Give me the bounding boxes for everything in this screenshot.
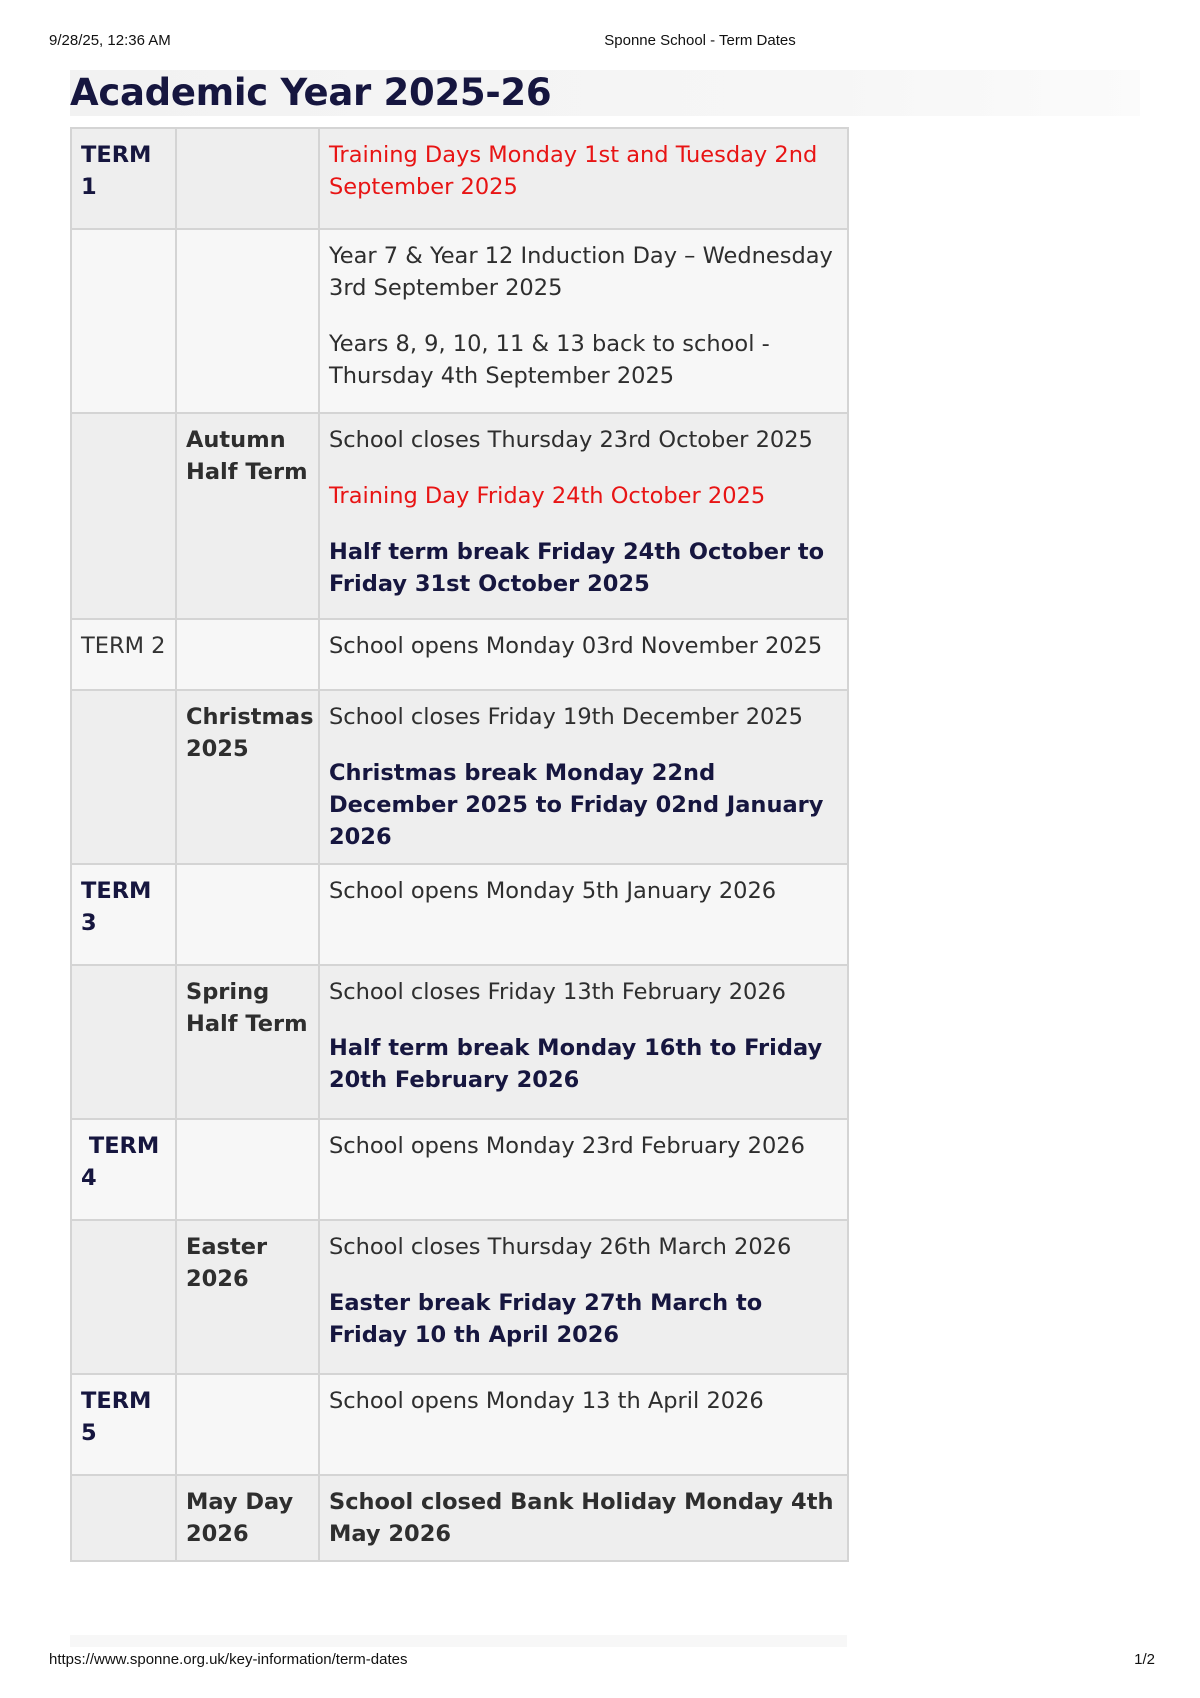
table-row (71, 1475, 848, 1561)
table-row (71, 1119, 848, 1220)
date-entry: Half term break Friday 24th October to Friday 31st October 2025 (329, 539, 825, 597)
period-cell (176, 1119, 319, 1220)
details-cell (319, 413, 848, 619)
term-cell (71, 690, 176, 864)
date-entry: Easter break Friday 27th March to Friday 10 th April 2026 (329, 1290, 763, 1348)
period-label: May Day 2026 (186, 1489, 294, 1547)
date-entry: Training Day Friday 24th October 2025 (329, 483, 766, 509)
period-cell (176, 1374, 319, 1475)
details-cell (319, 1374, 848, 1475)
period-cell (176, 965, 319, 1119)
details-cell (319, 1475, 848, 1561)
period-label: Christmas 2025 (186, 704, 314, 762)
print-footer-url: https://www.sponne.org.uk/key-information/term-dates (49, 1651, 408, 1668)
term-cell (71, 1374, 176, 1475)
period-cell (176, 864, 319, 965)
table-row (71, 864, 848, 965)
period-label: Easter 2026 (186, 1234, 268, 1292)
period-cell (176, 619, 319, 690)
table-row (71, 229, 848, 413)
print-header-page-title: Sponne School - Term Dates (604, 32, 796, 49)
term-dates-table-wrap (70, 127, 847, 1562)
table-row (71, 1374, 848, 1475)
date-entry: School closed Bank Holiday Monday 4th May 2026 (329, 1489, 834, 1547)
period-label: Spring Half Term (186, 979, 308, 1037)
period-cell (176, 1220, 319, 1374)
print-header-datetime: 9/28/25, 12:36 AM (49, 32, 171, 49)
table-row (71, 965, 848, 1119)
details-cell (319, 690, 848, 864)
term-cell (71, 1220, 176, 1374)
details-cell (319, 1220, 848, 1374)
term-label: TERM 4 (81, 1133, 168, 1191)
details-cell (319, 965, 848, 1119)
details-cell (319, 864, 848, 965)
term-cell (71, 619, 176, 690)
term-cell (71, 1475, 176, 1561)
period-cell (176, 690, 319, 864)
term-cell (71, 128, 176, 229)
term-cell (71, 864, 176, 965)
date-entry: School closes Friday 13th February 2026 (329, 979, 786, 1005)
print-footer-page-number: 1/2 (1134, 1651, 1155, 1668)
table-row (71, 128, 848, 229)
date-entry: Year 7 & Year 12 Induction Day – Wednesday 3rd September 2025 (329, 243, 833, 301)
term-cell (71, 1119, 176, 1220)
date-entry: School opens Monday 5th January 2026 (329, 878, 777, 904)
date-entry: Years 8, 9, 10, 11 & 13 back to school - Thursday 4th September 2025 (329, 331, 770, 389)
date-entry: Christmas break Monday 22nd December 2025 to Friday 02nd January 2026 (329, 760, 824, 850)
term-label: TERM 5 (81, 1388, 160, 1446)
term-dates-table (70, 127, 849, 1562)
date-entry: School closes Friday 19th December 2025 (329, 704, 803, 730)
term-cell (71, 965, 176, 1119)
page-title: Academic Year 2025-26 (70, 71, 552, 114)
term-label: TERM 3 (81, 878, 160, 936)
period-cell (176, 1475, 319, 1561)
term-cell (71, 229, 176, 413)
period-cell (176, 229, 319, 413)
details-cell (319, 619, 848, 690)
period-cell (176, 413, 319, 619)
table-row (71, 1220, 848, 1374)
table-row (71, 413, 848, 619)
term-dates-table-body (71, 128, 848, 1561)
date-entry: School opens Monday 03rd November 2025 (329, 633, 823, 659)
period-label: Autumn Half Term (186, 427, 308, 485)
details-cell (319, 1119, 848, 1220)
term-label: TERM 2 (81, 633, 166, 659)
date-entry: School opens Monday 23rd February 2026 (329, 1133, 805, 1159)
date-entry: School closes Thursday 23rd October 2025 (329, 427, 813, 453)
details-cell (319, 128, 848, 229)
table-row (71, 619, 848, 690)
table-row (71, 690, 848, 864)
date-entry: Half term break Monday 16th to Friday 20th February 2026 (329, 1035, 823, 1093)
date-entry: Training Days Monday 1st and Tuesday 2nd September 2025 (329, 142, 818, 200)
term-label: TERM 1 (81, 142, 160, 200)
date-entry: School closes Thursday 26th March 2026 (329, 1234, 792, 1260)
term-cell (71, 413, 176, 619)
table-bottom-band (70, 1635, 847, 1647)
details-cell (319, 229, 848, 413)
period-cell (176, 128, 319, 229)
date-entry: School opens Monday 13 th April 2026 (329, 1388, 764, 1414)
